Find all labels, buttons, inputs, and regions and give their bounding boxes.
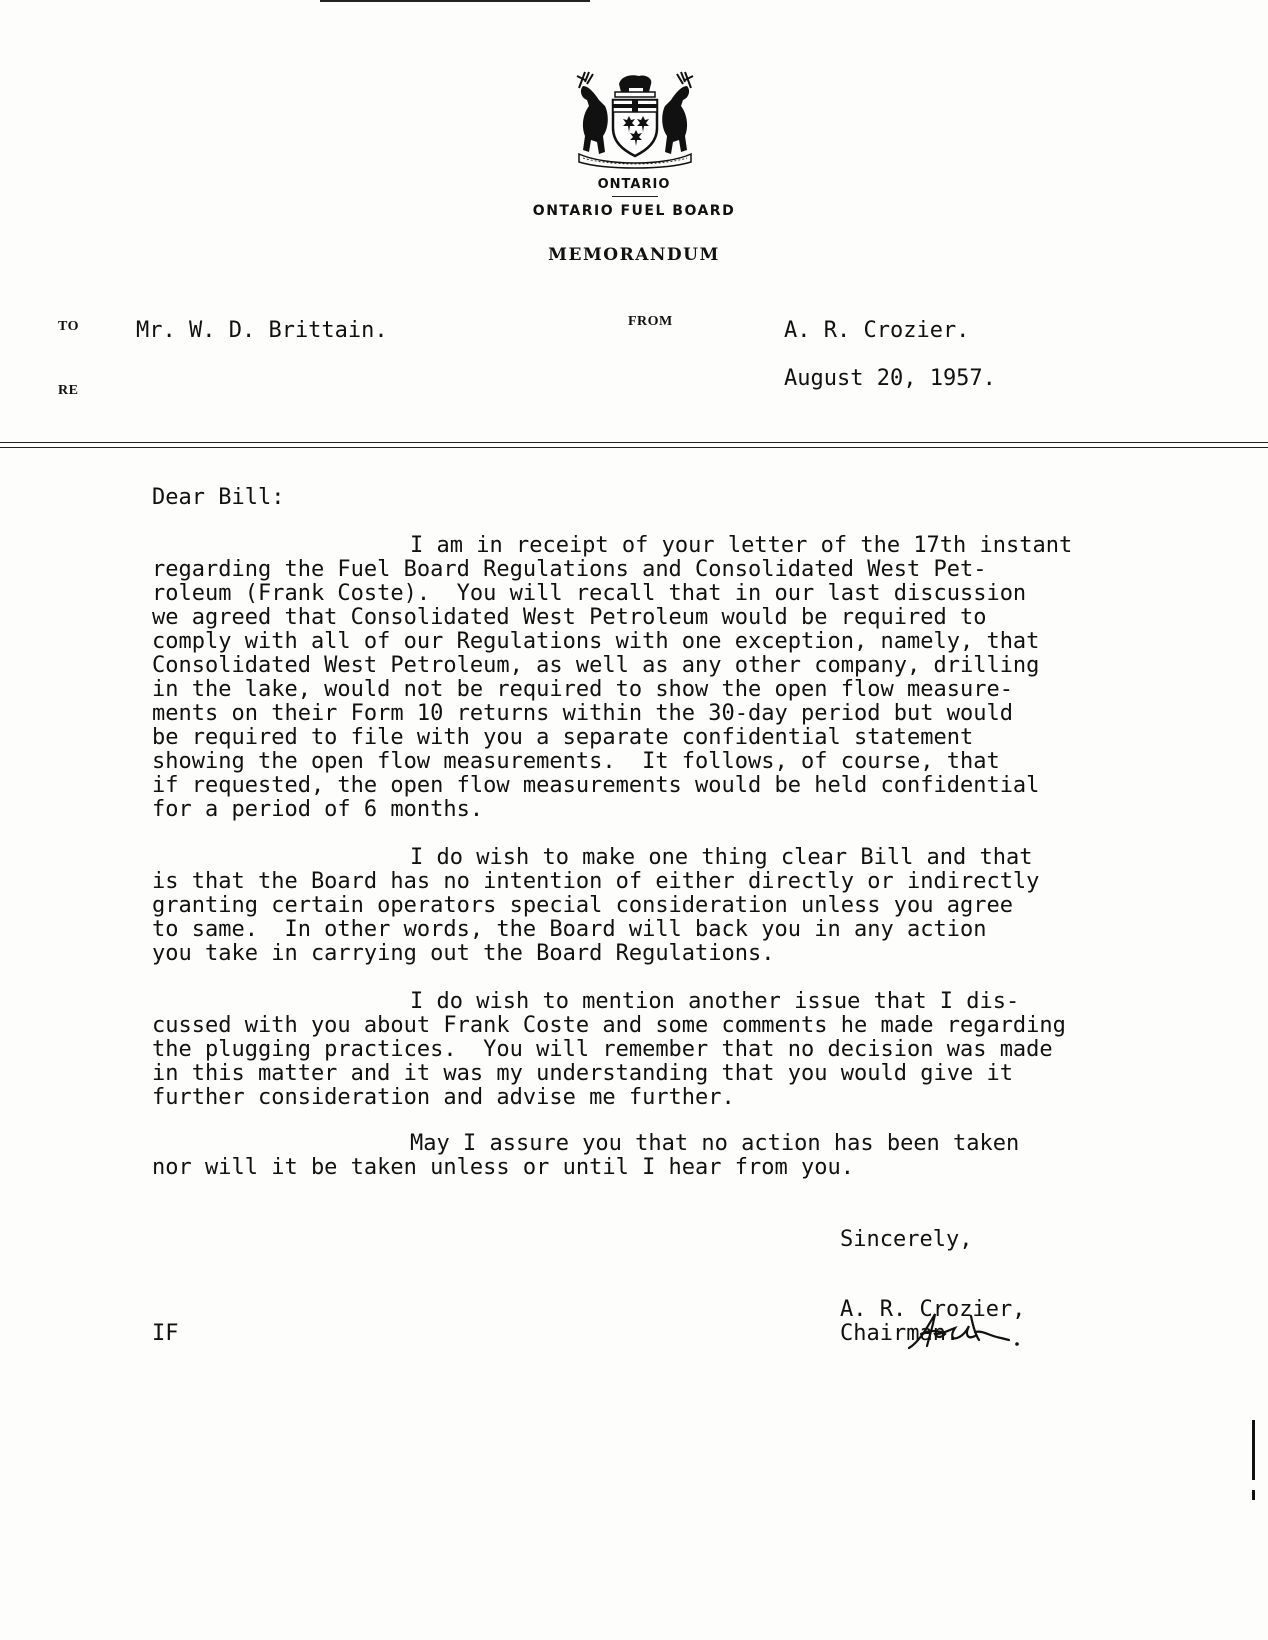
province-heading: ONTARIO	[597, 177, 671, 192]
paragraph-line: to same. In other words, the Board will back you in any action	[152, 917, 987, 942]
paragraph-line: in the lake, would not be required to show the open flow measure-	[152, 677, 1013, 702]
memo-date: August 20, 1957.	[784, 366, 996, 391]
paragraph-line: cussed with you about Frank Coste and some comments he made regarding	[152, 1013, 1066, 1038]
from-value: A. R. Crozier.	[784, 318, 970, 343]
typist-initials: IF	[152, 1321, 179, 1346]
header-double-rule	[0, 442, 1268, 448]
ontario-coat-of-arms-icon	[575, 70, 695, 170]
paragraph-line: roleum (Frank Coste). You will recall that in our last discussion	[152, 581, 1027, 606]
paragraph-line: I am in receipt of your letter of the 17th instant	[410, 533, 1073, 558]
paragraph-line: regarding the Fuel Board Regulations and Consolidated West Pet-	[152, 557, 987, 582]
valediction: Sincerely,	[840, 1227, 973, 1252]
scan-edge-mark	[1252, 1490, 1255, 1500]
signatory-title: Chairman.	[840, 1321, 960, 1346]
paragraph-line: you take in carrying out the Board Regulations.	[152, 941, 775, 966]
paragraph-line: May I assure you that no action has been taken	[410, 1131, 1020, 1156]
paragraph-line: is that the Board has no intention of either directly or indirectly	[152, 869, 1040, 894]
paragraph-line: the plugging practices. You will remember that no decision was made	[152, 1037, 1053, 1062]
paragraph-line: ments on their Form 10 returns within the 30-day period but would	[152, 701, 1013, 726]
paragraph-line: further consideration and advise me further.	[152, 1085, 735, 1110]
paragraph-line: we agreed that Consolidated West Petroleum would be required to	[152, 605, 987, 630]
paragraph-line: comply with all of our Regulations with one exception, namely, that	[152, 629, 1040, 654]
paragraph-line: granting certain operators special consideration unless you agree	[152, 893, 1013, 918]
signatory-name: A. R. Crozier,	[840, 1297, 1026, 1322]
paragraph-line: I do wish to mention another issue that I dis-	[410, 989, 1020, 1014]
paragraph-line: Consolidated West Petroleum, as well as any other company, drilling	[152, 653, 1040, 678]
board-heading: ONTARIO FUEL BOARD	[532, 203, 736, 219]
paragraph-line: for a period of 6 months.	[152, 797, 484, 822]
scan-edge-mark	[1252, 1420, 1255, 1480]
paragraph-line: be required to file with you a separate confidential statement	[152, 725, 974, 750]
document-type-heading: MEMORANDUM	[548, 245, 720, 265]
top-edge-marks	[320, 0, 590, 5]
paragraph-line: if requested, the open flow measurements would be held confidential	[152, 773, 1040, 798]
re-label: RE	[58, 383, 79, 398]
heading-divider	[612, 196, 658, 197]
from-label: FROM	[628, 314, 673, 329]
paragraph-line: I do wish to make one thing clear Bill and that	[410, 845, 1033, 870]
salutation: Dear Bill:	[152, 485, 285, 510]
paragraph-line: showing the open flow measurements. It follows, of course, that	[152, 749, 1000, 774]
paragraph-line: in this matter and it was my understanding that you would give it	[152, 1061, 1013, 1086]
to-value: Mr. W. D. Brittain.	[136, 318, 388, 343]
to-label: TO	[58, 319, 79, 334]
paragraph-line: nor will it be taken unless or until I hear from you.	[152, 1155, 854, 1180]
